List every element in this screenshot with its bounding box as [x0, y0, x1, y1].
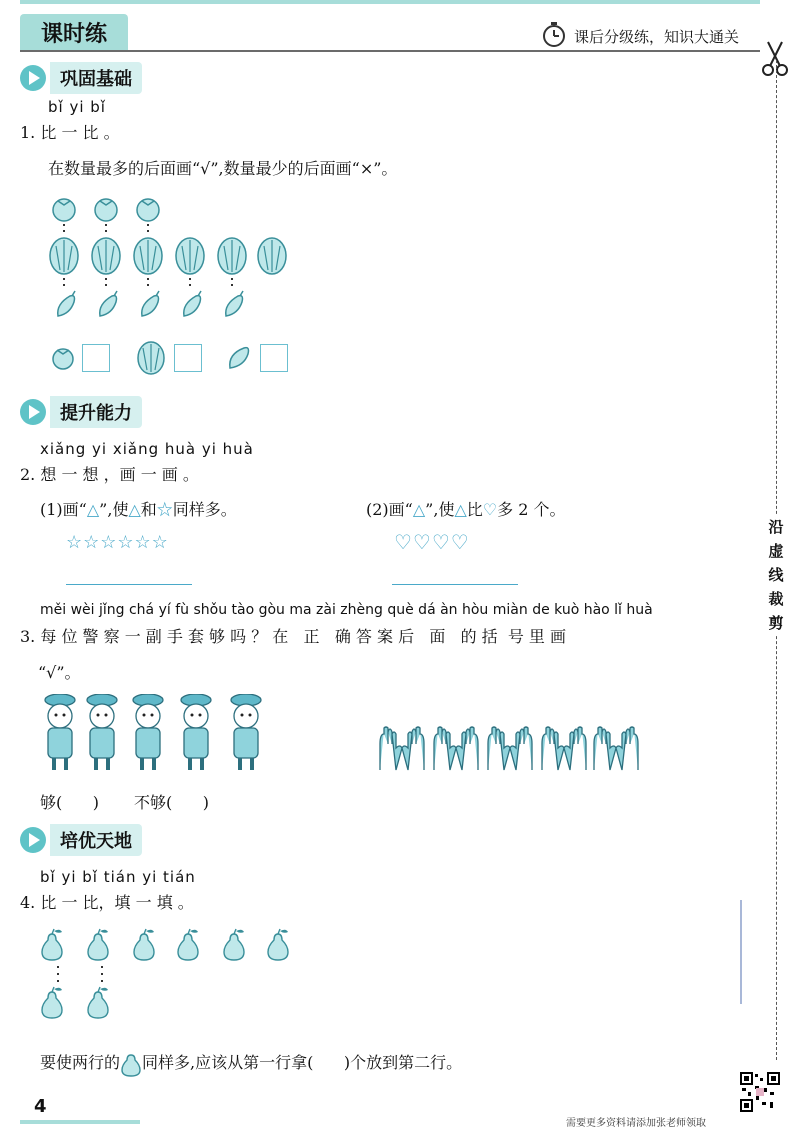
answer-box-cabbage[interactable] — [174, 344, 202, 372]
section-advanced-header — [20, 826, 142, 854]
page-number: 4 — [34, 1096, 47, 1117]
play-arrow-icon — [20, 65, 46, 91]
footer-note: 需要更多资料请添加张老师领取 — [566, 1118, 706, 1129]
q4-title: 4. 比 一 比，填 一 填 。 — [20, 893, 194, 912]
q2-part2-answer-line[interactable] — [392, 584, 518, 585]
q4-sentence-a: 要使两行的 — [40, 1053, 121, 1072]
q3-answer-enough[interactable]: 够( ) — [40, 793, 100, 812]
glove-pair-icon — [542, 727, 586, 770]
q2-part1-text-c: 和 — [140, 500, 157, 519]
cabbage-icon — [218, 238, 246, 274]
q2-part1-text-b: ”,使 — [99, 500, 129, 519]
police-officer-icon — [231, 694, 261, 770]
pear-icon — [88, 987, 108, 1018]
triangle-icon: △ — [454, 500, 467, 519]
qr-code-icon[interactable] — [740, 1072, 780, 1112]
eggplant-icon — [226, 344, 254, 372]
header-slogan: 课后分级练，知识大通关 — [574, 28, 740, 46]
q2-part2-text-b: ”,使 — [425, 500, 455, 519]
star-icon: ☆ — [156, 500, 173, 519]
q1-title: 1. 比 一 比 。 — [20, 123, 120, 142]
tomato-icon — [53, 199, 75, 221]
eggplant-icon — [184, 291, 201, 316]
q2-part2-text-a: (2)画“ — [366, 500, 413, 519]
play-arrow-icon — [20, 399, 46, 425]
q3-answer-not-enough[interactable]: 不够( ) — [134, 793, 210, 812]
q2-part2 — [366, 497, 565, 520]
police-officer-icon — [45, 694, 75, 770]
cabbage-icon — [176, 238, 204, 274]
q4-pear-illustration — [36, 926, 296, 1022]
tomato-icon — [95, 199, 117, 221]
cabbage-icon — [92, 238, 120, 274]
page-title: 课时练 — [20, 14, 128, 50]
q1-answer-row — [50, 340, 288, 376]
q1-pinyin: bǐ yi bǐ — [48, 98, 106, 116]
section-improve-label: 提升能力 — [50, 396, 142, 428]
header-top-bar — [20, 0, 760, 4]
eggplant-icon — [100, 291, 117, 316]
q2-part1-text-d: 同样多。 — [172, 500, 237, 519]
q3-police-illustration — [38, 694, 274, 774]
stopwatch-icon — [540, 20, 568, 48]
q4-pinyin: bǐ yi bǐ tián yi tián — [40, 868, 196, 886]
q4-sentence — [40, 1050, 462, 1077]
police-officer-icon — [181, 694, 211, 770]
cut-label: 沿虚线裁剪 — [768, 515, 784, 635]
q1-instruction: 在数量最多的后面画“√”,数量最少的后面画“×”。 — [48, 159, 398, 178]
q2-part2-text-c: 比 — [466, 500, 483, 519]
triangle-icon: △ — [412, 500, 426, 519]
section-basic-label: 巩固基础 — [50, 62, 142, 94]
tomato-icon — [137, 199, 159, 221]
eggplant-icon — [58, 291, 75, 316]
q2-part1 — [40, 497, 237, 520]
police-officer-icon — [87, 694, 117, 770]
q2-pinyin: xiǎng yi xiǎng huà yi huà — [40, 440, 254, 458]
pear-icon — [268, 929, 288, 960]
glove-pair-icon — [434, 727, 478, 770]
q2-part1-text-a: (1)画“ — [40, 500, 87, 519]
triangle-icon: △ — [86, 500, 100, 519]
pear-icon — [42, 987, 62, 1018]
pear-icon — [120, 1051, 142, 1077]
pear-icon — [88, 929, 108, 960]
glove-pair-icon — [380, 727, 424, 770]
section-improve-header — [20, 398, 142, 426]
glove-pair-icon — [488, 727, 532, 770]
pear-icon — [42, 929, 62, 960]
q2-part2-text-d: 多 2 个。 — [497, 500, 566, 519]
q2-part1-answer-line[interactable] — [66, 584, 192, 585]
cabbage-icon — [50, 238, 78, 274]
tomato-icon — [50, 345, 76, 371]
triangle-icon: △ — [128, 500, 141, 519]
q2-title: 2. 想 一 想 ，画 一 画 。 — [20, 465, 199, 484]
play-arrow-icon — [20, 827, 46, 853]
q2-hearts: ♡♡♡♡ — [394, 530, 470, 554]
scissors-icon — [760, 38, 790, 78]
pear-icon — [178, 929, 198, 960]
q3-pinyin: měi wèi jǐng chá yí fù shǒu tào gòu ma zài zhèng què dá àn hòu miàn de kuò hào lǐ huà — [40, 602, 653, 618]
section-advanced-label: 培优天地 — [50, 824, 142, 856]
q4-sentence-b[interactable]: 同样多,应该从第一行拿( )个放到第二行。 — [142, 1053, 463, 1072]
q3-gloves-illustration — [378, 724, 644, 772]
header-divider — [20, 50, 760, 52]
margin-mark — [740, 900, 742, 1004]
section-basic-header — [20, 64, 142, 92]
answer-box-tomato[interactable] — [82, 344, 110, 372]
q3-title: 3. 每 位 警 察 一 副 手 套 够 吗 ？ 在 正 确 答 案 后 面 的 括 号 里 画 — [20, 627, 567, 646]
footer-bar — [20, 1120, 140, 1124]
pear-icon — [224, 929, 244, 960]
police-officer-icon — [133, 694, 163, 770]
heart-icon: ♡ — [482, 500, 498, 519]
cabbage-icon — [134, 340, 168, 376]
eggplant-icon — [142, 291, 159, 316]
pear-icon — [134, 929, 154, 960]
q3-title-cont: “√”。 — [38, 663, 81, 682]
eggplant-icon — [226, 291, 243, 316]
glove-pair-icon — [594, 727, 638, 770]
cabbage-icon — [134, 238, 162, 274]
answer-box-eggplant[interactable] — [260, 344, 288, 372]
q2-stars: ☆☆☆☆☆☆ — [66, 532, 169, 553]
cabbage-icon — [258, 238, 286, 274]
